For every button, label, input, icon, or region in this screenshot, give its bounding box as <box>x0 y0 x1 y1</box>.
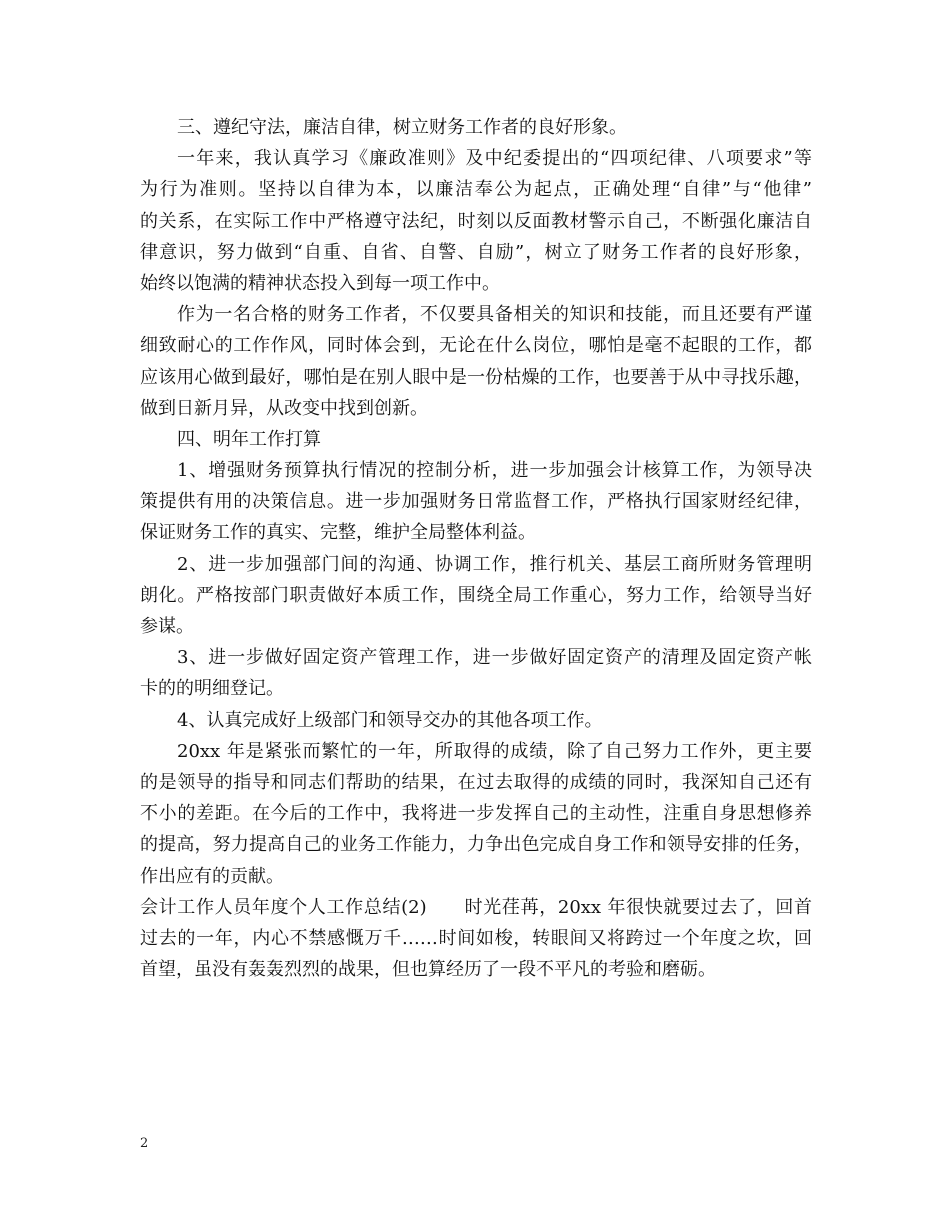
paragraph-line: 20xx 年是紧张而繁忙的一年，所取得的成绩，除了自己努力工作外，更主要 <box>177 740 812 762</box>
section-heading-4: 四、明年工作打算 <box>177 428 321 450</box>
section-heading-3: 三、遵纪守法，廉洁自律，树立财务工作者的良好形象。 <box>177 117 627 138</box>
list-item-line: 卡的的明细登记。 <box>140 678 284 700</box>
list-item-line: 朗化。严格按部门职责做好本质工作，围绕全局工作重心，努力工作，给领导当好 <box>140 584 812 606</box>
paragraph-line: 律意识，努力做到“自重、自省、自警、自励”，树立了财务工作者的良好形象， <box>140 241 812 263</box>
paragraph-line: 一年来，我认真学习《廉政准则》及中纪委提出的“四项纪律、八项要求”等 <box>177 148 812 170</box>
paragraph-line: 始终以饱满的精神状态投入到每一项工作中。 <box>140 272 500 294</box>
paragraph-line: 作出应有的贡献。 <box>140 865 284 887</box>
paragraph-line: 做到日新月异，从改变中找到创新。 <box>140 397 428 419</box>
paragraph-line: 会计工作人员年度个人工作总结(2) 时光荏苒，20xx 年很快就要过去了，回首 <box>140 896 812 918</box>
paragraph-line: 首望，虽没有轰轰烈烈的战果，但也算经历了一段不平凡的考验和磨砺。 <box>140 959 716 981</box>
paragraph-line: 作为一名合格的财务工作者，不仅要具备相关的知识和技能，而且还要有严谨 <box>177 304 812 326</box>
paragraph-line: 为行为准则。坚持以自律为本，以廉洁奉公为起点，正确处理“自律”与“他律” <box>140 179 812 201</box>
paragraph-line: 应该用心做到最好，哪怕是在别人眼中是一份枯燥的工作，也要善于从中寻找乐趣， <box>140 366 812 388</box>
document-body <box>140 112 812 985</box>
list-item-line: 1、增强财务预算执行情况的控制分析，进一步加强会计核算工作，为领导决 <box>177 460 812 482</box>
list-item-line: 4、认真完成好上级部门和领导交办的其他各项工作。 <box>177 709 603 731</box>
paragraph-line: 的提高，努力提高自己的业务工作能力，力争出色完成自身工作和领导安排的任务， <box>140 834 812 856</box>
paragraph-line: 的是领导的指导和同志们帮助的结果，在过去取得的成绩的同时，我深知自己还有 <box>140 771 812 793</box>
list-item-line: 保证财务工作的真实、完整，维护全局整体利益。 <box>140 522 536 544</box>
paragraph-line: 的关系，在实际工作中严格遵守法纪，时刻以反面教材警示自己，不断强化廉洁自 <box>140 210 812 232</box>
paragraph-line: 不小的差距。在今后的工作中，我将进一步发挥自己的主动性，注重自身思想修养 <box>140 803 812 825</box>
paragraph-line: 过去的一年，内心不禁感慨万千……时间如梭，转眼间又将跨过一个年度之坎，回 <box>140 927 812 949</box>
paragraph-line: 细致耐心的工作作风，同时体会到，无论在什么岗位，哪怕是毫不起眼的工作，都 <box>140 335 812 357</box>
list-item-line: 参谋。 <box>140 616 194 637</box>
list-item-line: 3、进一步做好固定资产管理工作，进一步做好固定资产的清理及固定资产帐 <box>177 647 812 669</box>
page-number: 2 <box>140 1136 149 1151</box>
list-item-line: 策提供有用的决策信息。进一步加强财务日常监督工作，严格执行国家财经纪律， <box>140 491 812 513</box>
list-item-line: 2、进一步加强部门间的沟通、协调工作，推行机关、基层工商所财务管理明 <box>177 553 812 575</box>
